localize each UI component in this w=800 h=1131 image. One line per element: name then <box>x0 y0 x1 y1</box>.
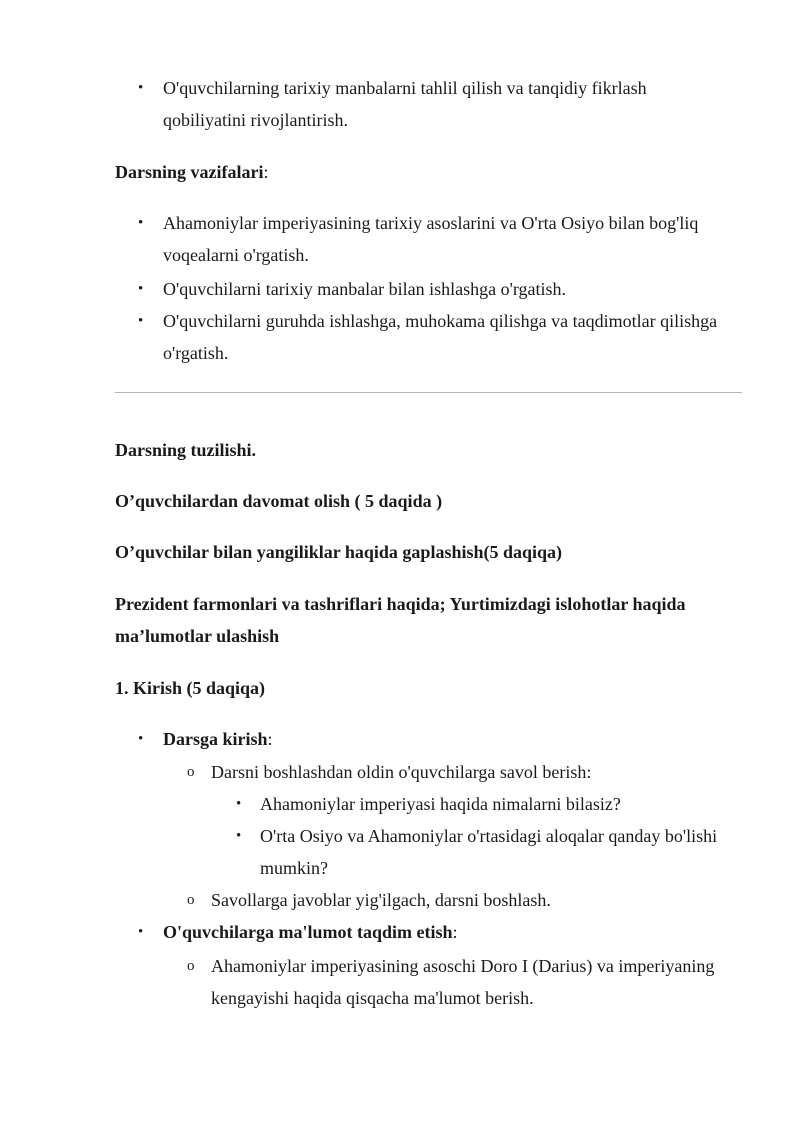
section-divider <box>115 392 742 393</box>
bullet-marker: • <box>138 80 144 96</box>
bullet-marker: • <box>138 215 144 231</box>
decrees-text: Prezident farmonlari va tashriflari haqida; Yurtimizdagi islohotlar haqida ma’lumotlar ulashish <box>115 594 686 646</box>
intro-part2-sub1: Ahamoniylar imperiyasining asoschi Doro I (Darius) va imperiyaning kengayishi haqida qisqacha ma'lumot berish. <box>211 956 715 1008</box>
structure-heading-text: Darsning tuzilishi. <box>115 440 257 460</box>
task-item: O'quvchilarni guruhda ishlashga, muhokama qilishga va taqdimotlar qilishga o'rgatish. <box>163 311 718 363</box>
bullet-marker: • <box>138 731 144 747</box>
bullet-marker: • <box>138 313 144 329</box>
tasks-heading <box>115 156 269 188</box>
circle-marker: o <box>187 958 195 974</box>
bullet-marker: • <box>138 924 144 940</box>
intro-part1-sub1: Darsni boshlashdan oldin o'quvchilarga savol berish: <box>211 762 592 782</box>
attendance-line <box>115 485 442 517</box>
decrees-line <box>115 588 730 652</box>
news-text: O’quvchilar bilan yangiliklar haqida gaplashish(5 daqiqa) <box>115 542 562 562</box>
question-item: Ahamoniylar imperiyasi haqida nimalarni bilasiz? <box>260 794 621 814</box>
circle-marker: o <box>187 892 195 908</box>
intro-heading-text: 1. Kirish (5 daqiqa) <box>115 678 266 698</box>
structure-heading <box>115 434 256 466</box>
circle-marker: o <box>187 764 195 780</box>
task-item: Ahamoniylar imperiyasining tarixiy asoslarini va O'rta Osiyo bilan bog'liq voqealarni o'rgatish. <box>163 213 699 265</box>
objective-item: O'quvchilarning tarixiy manbalarni tahlil qilish va tanqidiy fikrlash qobiliyatini rivojlantirish. <box>163 78 647 130</box>
tasks-heading-text: Darsning vazifalari <box>115 162 264 182</box>
intro-part2-title-text: O'quvchilarga ma'lumot taqdim etish <box>163 922 453 942</box>
news-line <box>115 536 562 568</box>
intro-part1-sub2: Savollarga javoblar yig'ilgach, darsni boshlash. <box>211 890 551 910</box>
intro-part1-colon: : <box>267 729 273 749</box>
tasks-heading-colon: : <box>263 162 269 182</box>
intro-heading <box>115 672 265 704</box>
bullet-marker: • <box>236 828 242 844</box>
intro-part2-title <box>163 916 458 948</box>
intro-part1-title <box>163 723 273 755</box>
intro-part2-colon: : <box>452 922 458 942</box>
task-item: O'quvchilarni tarixiy manbalar bilan ishlashga o'rgatish. <box>163 279 567 299</box>
question-item: O'rta Osiyo va Ahamoniylar o'rtasidagi aloqalar qanday bo'lishi mumkin? <box>260 826 718 878</box>
bullet-marker: • <box>236 796 242 812</box>
attendance-text: O’quvchilardan davomat olish ( 5 daqida ) <box>115 491 443 511</box>
intro-part1-title-text: Darsga kirish <box>163 729 268 749</box>
bullet-marker: • <box>138 281 144 297</box>
